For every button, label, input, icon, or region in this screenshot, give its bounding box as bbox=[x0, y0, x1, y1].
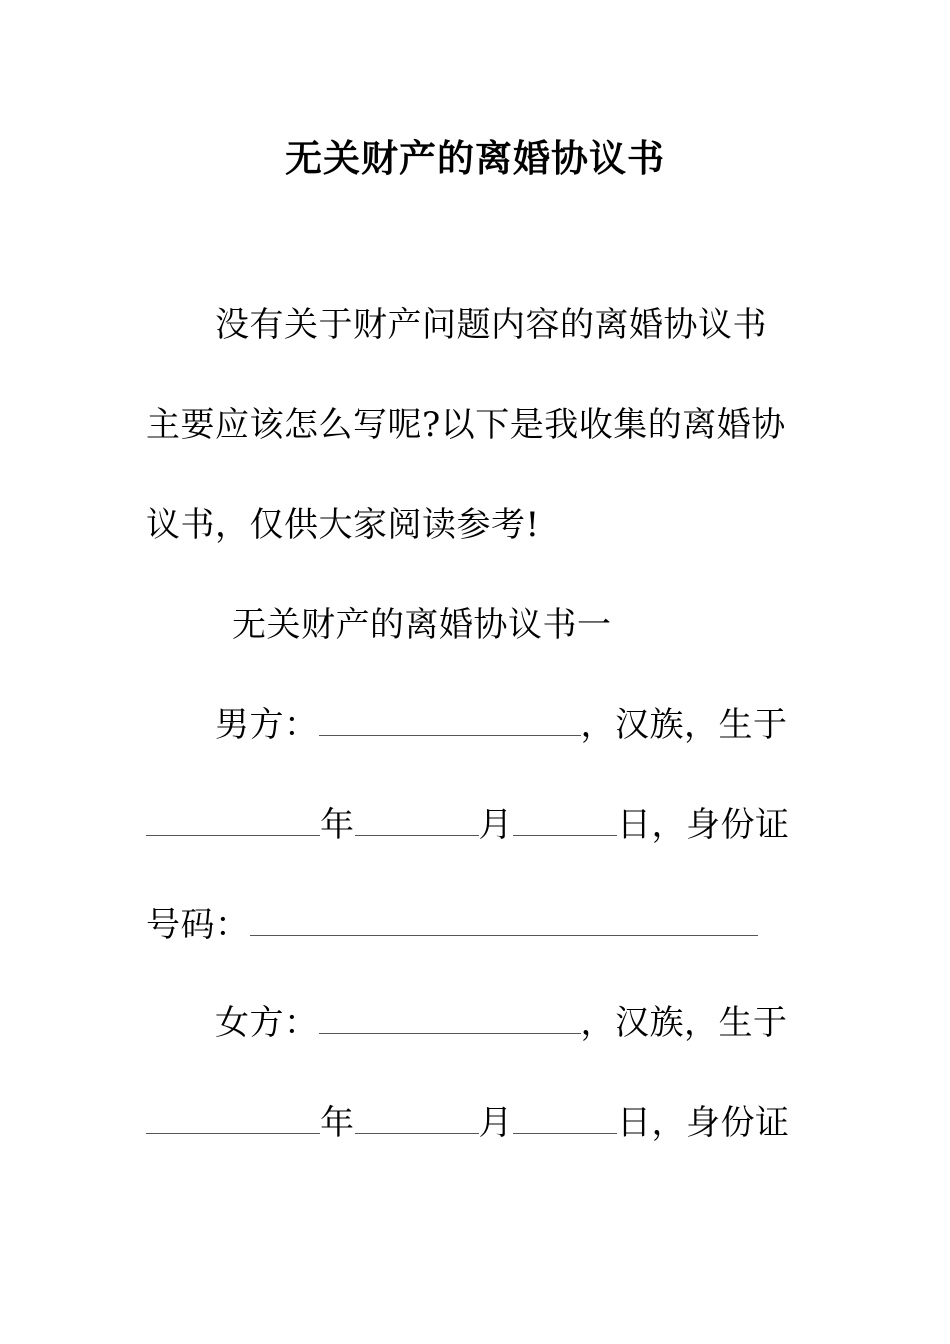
female-birth-line bbox=[146, 1103, 790, 1143]
day-id-label: 日，身份证 bbox=[617, 805, 790, 845]
male-name-field[interactable] bbox=[319, 705, 581, 736]
female-line bbox=[215, 1003, 788, 1043]
intro-line-3: 议书，仅供大家阅读参考! bbox=[146, 505, 540, 545]
intro-line-2: 主要应该怎么写呢?以下是我收集的离婚协 bbox=[146, 405, 786, 445]
male-label: 男方： bbox=[215, 705, 319, 745]
male-birth-line bbox=[146, 805, 790, 845]
male-birth-month-field[interactable] bbox=[355, 805, 479, 836]
male-birth-year-field[interactable] bbox=[146, 805, 320, 836]
intro-line-1: 没有关于财产问题内容的离婚协议书 bbox=[215, 305, 767, 345]
female-birth-day-field[interactable] bbox=[513, 1103, 617, 1134]
male-line bbox=[215, 705, 788, 745]
female-birth-month-field[interactable] bbox=[355, 1103, 479, 1134]
male-id-label: 号码： bbox=[146, 905, 250, 945]
female-name-field[interactable] bbox=[319, 1003, 581, 1034]
male-id-line bbox=[146, 905, 758, 945]
year-label: 年 bbox=[320, 805, 355, 845]
male-id-number-field[interactable] bbox=[250, 905, 758, 936]
female-birth-year-field[interactable] bbox=[146, 1103, 320, 1134]
year-label: 年 bbox=[320, 1103, 355, 1143]
month-label: 月 bbox=[478, 805, 513, 845]
document-title: 无关财产的离婚协议书 bbox=[285, 137, 665, 180]
male-ethnicity-text: ，汉族，生于 bbox=[580, 705, 788, 745]
male-birth-day-field[interactable] bbox=[513, 805, 617, 836]
female-ethnicity-text: ，汉族，生于 bbox=[580, 1003, 788, 1043]
day-id-label: 日，身份证 bbox=[617, 1103, 790, 1143]
section-title: 无关财产的离婚协议书一 bbox=[232, 605, 612, 645]
month-label: 月 bbox=[478, 1103, 513, 1143]
female-label: 女方： bbox=[215, 1003, 319, 1043]
